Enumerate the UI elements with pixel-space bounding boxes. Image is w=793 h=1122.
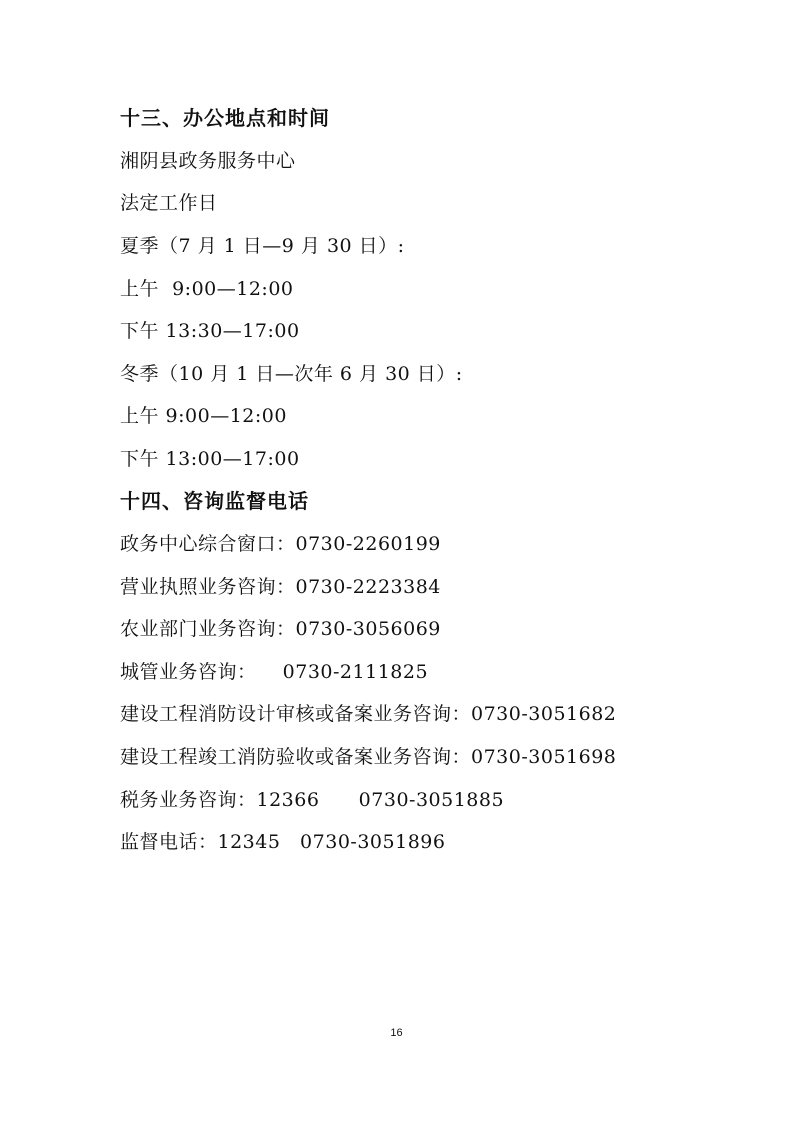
winter-afternoon-hours: 下午 13:00—17:00 [120,448,300,470]
phone-supervision: 监督电话：12345 0730-3051896 [120,831,446,853]
statutory-workday: 法定工作日 [120,192,218,214]
office-location: 湘阴县政务服务中心 [120,150,296,172]
winter-period: 冬季（10 月 1 日—次年 6 月 30 日）: [120,363,463,385]
section-14-heading: 十四、咨询监督电话 [120,489,309,513]
summer-afternoon-hours: 下午 13:30—17:00 [120,320,300,342]
phone-urban-management: 城管业务咨询： 0730-2111825 [120,661,429,683]
phone-general-window: 政务中心综合窗口：0730-2260199 [120,533,441,555]
summer-period: 夏季（7 月 1 日—9 月 30 日）: [120,235,405,257]
phone-fire-acceptance: 建设工程竣工消防验收或备案业务咨询：0730-3051698 [120,746,617,768]
phone-tax: 税务业务咨询：12366 0730-3051885 [120,789,505,811]
phone-fire-design-review: 建设工程消防设计审核或备案业务咨询：0730-3051682 [120,703,617,725]
summer-morning-hours: 上午 9:00—12:00 [120,278,294,300]
page-number: 16 [390,1027,403,1039]
phone-business-license: 营业执照业务咨询：0730-2223384 [120,576,441,598]
section-13-heading: 十三、办公地点和时间 [120,106,330,130]
winter-morning-hours: 上午 9:00—12:00 [120,405,287,427]
phone-agriculture: 农业部门业务咨询：0730-3056069 [120,618,441,640]
